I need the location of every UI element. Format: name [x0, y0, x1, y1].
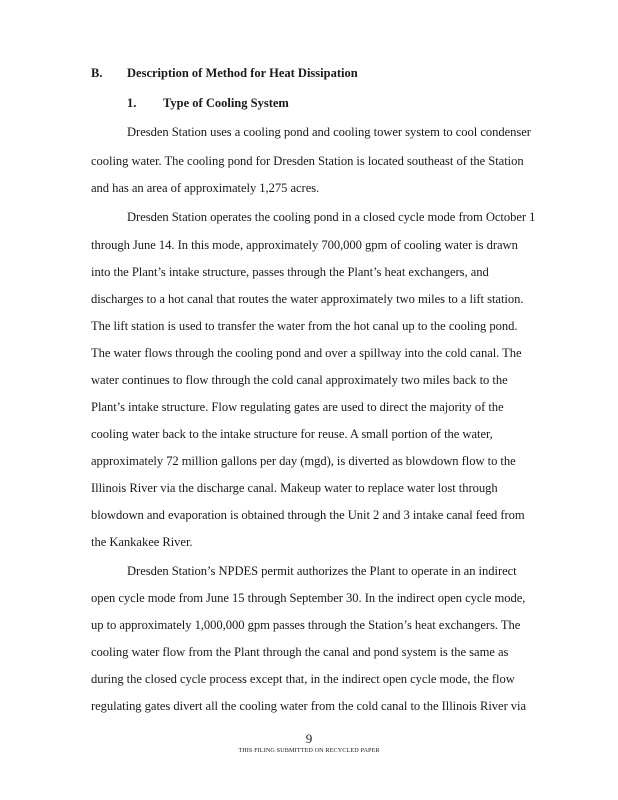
- body-line: water continues to flow through the cold canal approximately two miles back to the: [91, 373, 508, 387]
- section-title: Description of Method for Heat Dissipation: [127, 66, 358, 80]
- body-line: The lift station is used to transfer the water from the hot canal up to the cooling pond.: [91, 319, 518, 333]
- body-line: Illinois River via the discharge canal. Makeup water to replace water lost through: [91, 481, 498, 495]
- body-line: regulating gates divert all the cooling water from the cold canal to the Illinois River via: [91, 699, 527, 713]
- body-line: Dresden Station uses a cooling pond and cooling tower system to cool condenser: [127, 125, 531, 139]
- body-line: during the closed cycle process except that, in the indirect open cycle mode, the flow: [91, 672, 515, 686]
- body-line: Dresden Station operates the cooling pond in a closed cycle mode from October 1: [127, 210, 536, 224]
- body-line: and has an area of approximately 1,275 acres.: [91, 181, 320, 195]
- page-number: 9: [305, 731, 313, 746]
- body-line: through June 14. In this mode, approximately 700,000 gpm of cooling water is drawn: [91, 238, 518, 252]
- subsection-number: 1.: [127, 96, 137, 110]
- body-line: into the Plant’s intake structure, passes through the Plant’s heat exchangers, and: [91, 265, 489, 279]
- body-line: cooling water back to the intake structure for reuse. A small portion of the water,: [91, 427, 493, 441]
- footer-note: THIS FILING SUBMITTED ON RECYCLED PAPER: [238, 747, 380, 754]
- body-line: blowdown and evaporation is obtained through the Unit 2 and 3 intake canal feed from: [91, 508, 525, 522]
- body-line: the Kankakee River.: [91, 535, 193, 549]
- body-line: Dresden Station’s NPDES permit authorizes the Plant to operate in an indirect: [127, 564, 517, 578]
- body-line: cooling water. The cooling pond for Dresden Station is located southeast of the Station: [91, 154, 524, 168]
- body-line: discharges to a hot canal that routes the water approximately two miles to a lift station.: [91, 292, 524, 306]
- body-line: cooling water flow from the Plant through the canal and pond system is the same as: [91, 645, 509, 659]
- subsection-title: Type of Cooling System: [163, 96, 289, 110]
- section-letter: B.: [91, 66, 103, 80]
- body-line: approximately 72 million gallons per day (mgd), is diverted as blowdown flow to the: [91, 454, 516, 468]
- body-line: The water flows through the cooling pond and over a spillway into the cold canal. The: [91, 346, 522, 360]
- body-line: Plant’s intake structure. Flow regulating gates are used to direct the majority of the: [91, 400, 504, 414]
- body-line: up to approximately 1,000,000 gpm passes through the Station’s heat exchangers. The: [91, 618, 521, 632]
- body-line: open cycle mode from June 15 through September 30. In the indirect open cycle mode,: [91, 591, 526, 605]
